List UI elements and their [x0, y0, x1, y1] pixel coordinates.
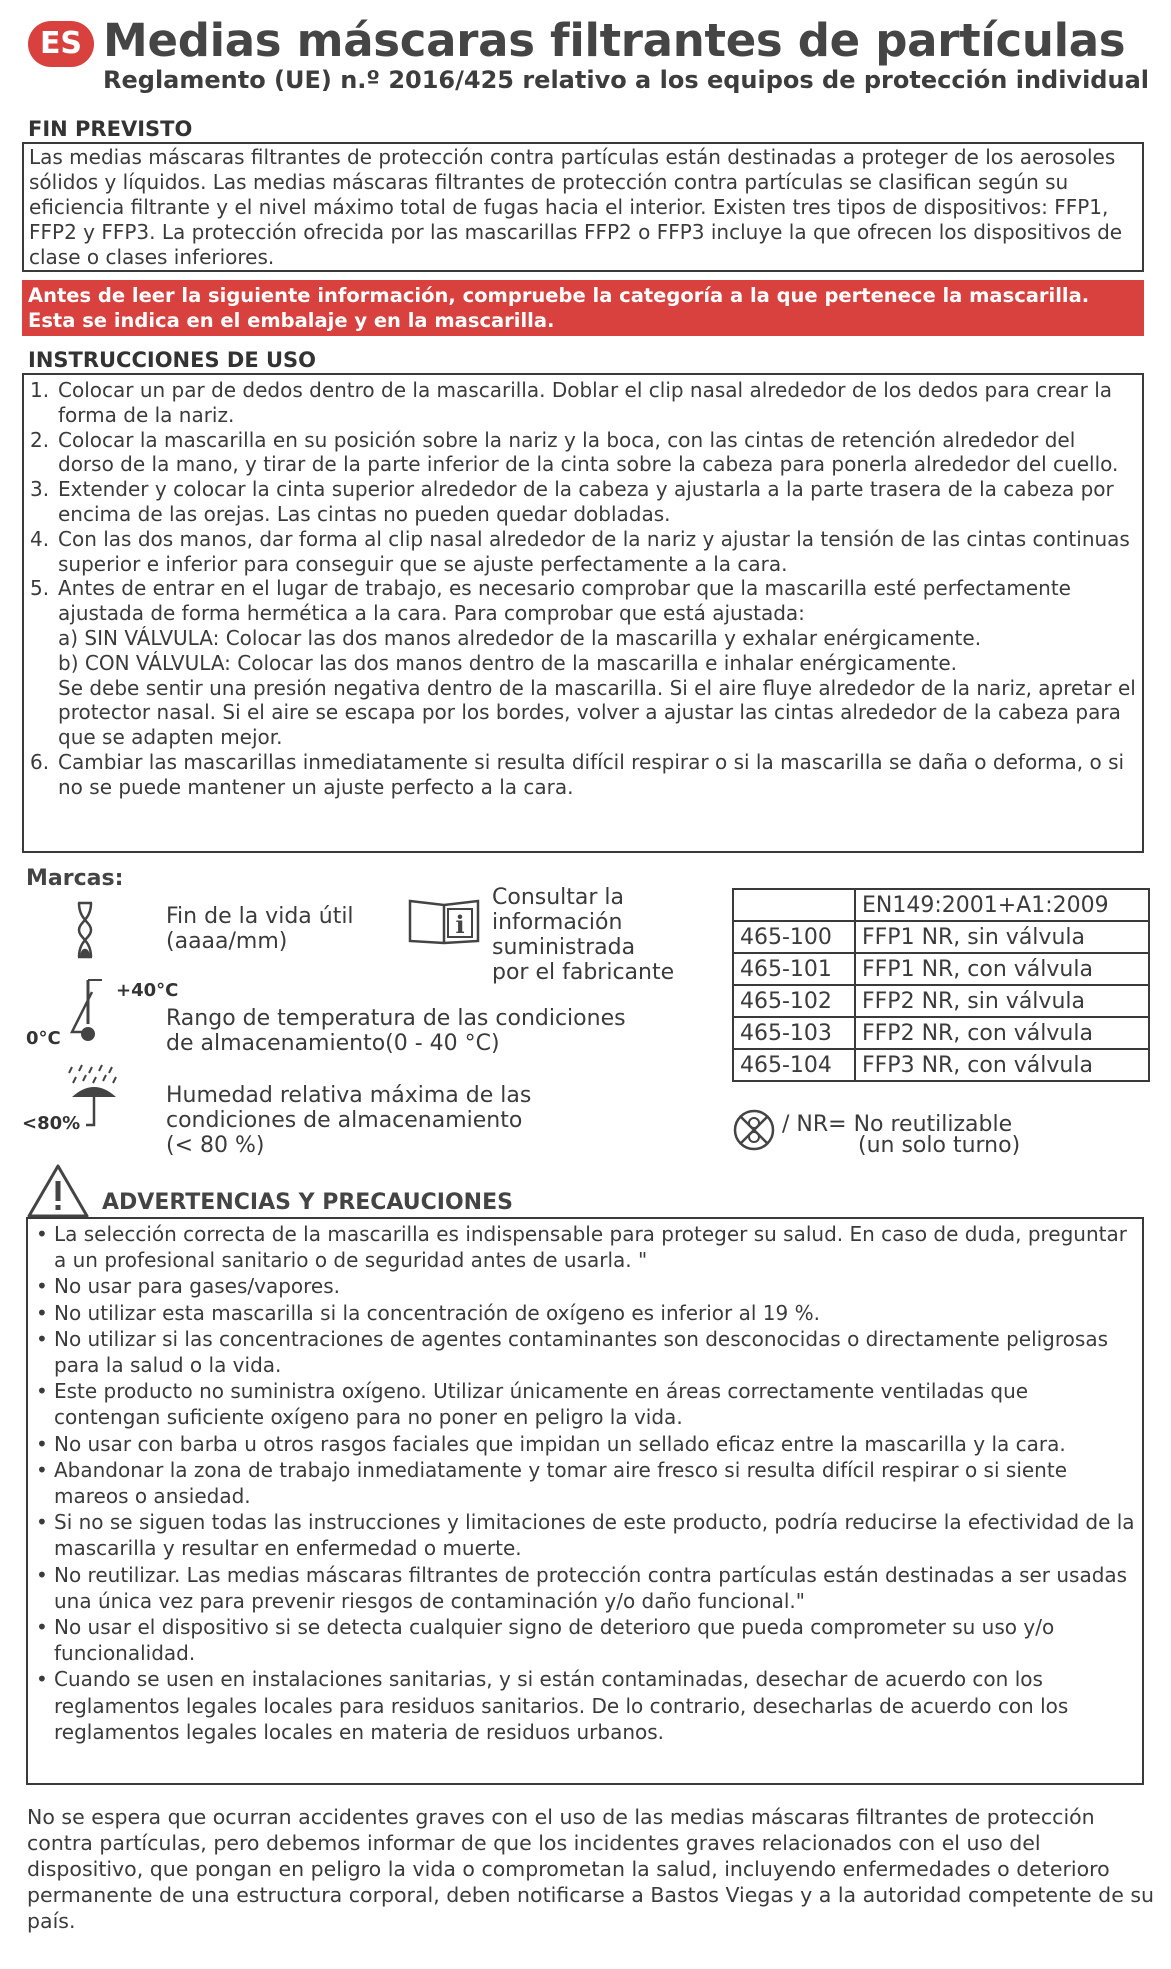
instrucciones-box	[22, 373, 1144, 853]
consultar-line2: información	[492, 910, 623, 935]
instruction-item	[30, 527, 1136, 577]
table-code: 465-103	[733, 1017, 855, 1049]
table-desc: FFP2 NR, sin válvula	[855, 985, 1149, 1017]
instruction-number: 3.	[30, 477, 50, 502]
table-header-row	[733, 889, 1149, 921]
warning-item: • No reutilizar. Las medias máscaras filtrantes de protección contra partículas están destinadas a ser usadas una única vez para prevenir riesgos de contaminación y/o daño funcional."	[32, 1562, 1138, 1614]
instruction-text: Colocar un par de dedos dentro de la mascarilla. Doblar el clip nasal alrededor de los dedos para crear la forma de la nariz.	[58, 378, 1113, 427]
language-badge: ES	[28, 21, 94, 67]
warning-item: • Si no se siguen todas las instrucciones y limitaciones de este producto, podría reducirse la efectividad de la mascarilla y resultar en enfermedad o muerte.	[32, 1509, 1138, 1561]
humedad-line1: Humedad relativa máxima de las	[166, 1083, 532, 1108]
instruction-number: 2.	[30, 427, 50, 452]
warning-banner	[22, 280, 1144, 336]
warning-item: • Este producto no suministra oxígeno. Utilizar únicamente en áreas correctamente ventiladas que contengan suficiente oxígeno para no poner en peligro la vida.	[32, 1378, 1138, 1430]
banner-line-2: Esta se indica en el embalaje y en la mascarilla.	[28, 309, 555, 332]
instrucciones-list	[30, 378, 1136, 800]
warning-item: • No usar para gases/vapores.	[32, 1273, 1138, 1299]
instruction-sub-a: a) SIN VÁLVULA: Colocar las dos manos alrededor de la mascarilla y exhalar enérgicamente.	[58, 625, 982, 650]
svg-text:i: i	[455, 910, 465, 939]
instruction-item	[30, 750, 1136, 800]
hourglass-icon	[70, 900, 100, 960]
instruction-number: 5.	[30, 576, 50, 601]
instruction-sub-b: b) CON VÁLVULA: Colocar las dos manos dentro de la mascarilla e inhalar enérgicamente.	[58, 650, 957, 675]
warning-item: • No utilizar esta mascarilla si la concentración de oxígeno es inferior al 19 %.	[32, 1300, 1138, 1326]
instruction-item	[30, 477, 1136, 527]
advertencias-box	[26, 1217, 1144, 1785]
table-desc: FFP1 NR, sin válvula	[855, 921, 1149, 953]
warning-item: • Cuando se usen en instalaciones sanitarias, y si están contaminadas, desechar de acuerdo con los reglamentos legales locales para residuos sanitarios. De lo contrario, desecharlas de acuerdo con los reglamentos legales locales en materia de residuos urbanos.	[32, 1666, 1138, 1745]
instruction-text: Antes de entrar en el lugar de trabajo, es necesario comprobar que la mascarilla esté perfectamente ajustada de forma hermética a la cara. Para comprobar que está ajustada:	[58, 576, 1071, 626]
humedad-line3: (< 80 %)	[166, 1133, 265, 1158]
table-desc: FFP2 NR, con válvula	[855, 1017, 1149, 1049]
temperatura-line2: de almacenamiento(0 - 40 °C)	[166, 1031, 500, 1056]
vida-util-line1: Fin de la vida útil	[166, 904, 354, 929]
table-row	[733, 985, 1149, 1017]
temperature-range-icon	[62, 978, 122, 1048]
fin-previsto-text: Las medias máscaras filtrantes de protección contra partículas están destinadas a proteger de los aerosoles sólidos y líquidos. Las medias máscaras filtrantes de protección contra partículas se clasifican según su eficiencia filtrante y el nivel máximo total de fugas hacia el interior. Existen tres tipos de dispositivos: FFP1, FFP2 y FFP3. La protección ofrecida por las mascarillas FFP2 o FFP3 incluye la que ofrecen los dispositivos de clase o clases inferiores.	[29, 145, 1123, 269]
footer-notice: No se espera que ocurran accidentes graves con el uso de las medias máscaras filtrantes de protección contra partículas, pero debemos informar de que los incidentes graves relacionados con el uso del dispositivo, que pongan en peligro la vida o comprometan la salud, incluyendo enfermedades o deterioro permanente de una estructura corporal, deben notificarse a Bastos Viegas y a la autoridad competente de su país.	[27, 1805, 1154, 1933]
warning-item: • Abandonar la zona de trabajo inmediatamente y tomar aire fresco si resulta difícil respirar o si siente mareos o ansiedad.	[32, 1457, 1138, 1509]
instruction-sub-c: Se debe sentir una presión negativa dentro de la mascarilla. Si el aire fluye alrededor de la nariz, apretar el protector nasal. Si el aire se escapa por los bordes, volver a ajustar las cintas alrededor de la cabeza para que se adapten mejor.	[58, 675, 1136, 750]
temperatura-line1: Rango de temperatura de las condiciones	[166, 1006, 626, 1031]
table-header-empty	[733, 889, 855, 921]
humidity-max-label: <80%	[22, 1113, 81, 1134]
instruction-item	[30, 378, 1136, 428]
table-row	[733, 953, 1149, 985]
fin-previsto-heading: FIN PREVISTO	[28, 117, 193, 141]
table-code: 465-104	[733, 1049, 855, 1081]
page-title: Medias máscaras filtrantes de partículas	[103, 14, 1126, 67]
warning-item: • La selección correcta de la mascarilla es indispensable para proteger su salud. En caso de duda, preguntar a un profesional sanitario o de seguridad antes de usarla. "	[32, 1221, 1138, 1273]
humedad-line2: condiciones de almacenamiento	[166, 1108, 523, 1133]
instrucciones-heading: INSTRUCCIONES DE USO	[28, 348, 317, 372]
warning-item: • No usar con barba u otros rasgos faciales que impidan un sellado eficaz entre la mascarilla y la cara.	[32, 1431, 1138, 1457]
instruction-item	[30, 576, 1136, 750]
table-code: 465-100	[733, 921, 855, 953]
table-code: 465-101	[733, 953, 855, 985]
table-row	[733, 921, 1149, 953]
temp-max-label: +40°C	[116, 980, 179, 1001]
table-row	[733, 1049, 1149, 1081]
marcas-heading: Marcas:	[26, 866, 124, 891]
instruction-text: Cambiar las mascarillas inmediatamente si resulta difícil respirar o si la mascarilla se daña o deforma, o si no se puede mantener un ajuste perfecto a la cara.	[58, 749, 1125, 799]
table-row	[733, 1017, 1149, 1049]
table-desc: FFP1 NR, con válvula	[855, 953, 1149, 985]
instruction-text: Extender y colocar la cinta superior alrededor de la cabeza y ajustarla a la parte trasera de la cabeza por encima de las orejas. Las cintas no pueden quedar dobladas.	[58, 477, 1114, 526]
advertencias-list	[32, 1221, 1138, 1745]
consultar-line3: suministrada	[492, 935, 636, 960]
page-subtitle: Reglamento (UE) n.º 2016/425 relativo a los equipos de protección individual	[103, 66, 1149, 94]
instruction-number: 6.	[30, 749, 50, 774]
consultar-line4: por el fabricante	[492, 960, 675, 985]
banner-line-1: Antes de leer la siguiente información, compruebe la categoría a la que pertenece la mascarilla.	[28, 284, 1090, 307]
temp-min-label: 0°C	[26, 1028, 61, 1049]
standards-table	[732, 888, 1150, 1082]
instruction-number: 1.	[30, 378, 50, 402]
instruction-text: Con las dos manos, dar forma al clip nasal alrededor de la nariz y ajustar la tensión de las cintas continuas superior e inferior para conseguir que se ajuste perfectamente a la cara.	[58, 526, 1130, 576]
fin-previsto-box	[22, 142, 1144, 272]
nr-sub-label: (un solo turno)	[858, 1133, 1021, 1158]
table-header-standard: EN149:2001+A1:2009	[855, 889, 1149, 921]
table-code: 465-102	[733, 985, 855, 1017]
warning-item: • No utilizar si las concentraciones de agentes contaminantes son desconocidas o directamente peligrosas para la salud o la vida.	[32, 1326, 1138, 1378]
warning-item: • No usar el dispositivo si se detecta cualquier signo de deterioro que pueda comprometer su uso y/o funcionalidad.	[32, 1614, 1138, 1666]
table-desc: FFP3 NR, con válvula	[855, 1049, 1149, 1081]
warning-triangle-icon	[26, 1163, 90, 1219]
consultar-line1: Consultar la	[492, 885, 625, 910]
consult-instructions-icon	[407, 895, 481, 945]
nr-label: / NR= No reutilizable	[782, 1112, 1013, 1137]
vida-util-line2: (aaaa/mm)	[166, 929, 288, 954]
advertencias-heading: ADVERTENCIAS Y PRECAUCIONES	[102, 1190, 513, 1215]
do-not-reuse-icon	[732, 1108, 776, 1152]
instruction-text: Colocar la mascarilla en su posición sobre la nariz y la boca, con las cintas de retención alrededor del dorso de la mano, y tirar de la parte inferior de la cinta sobre la cabeza para ponerla alrededor del cuello.	[58, 427, 1119, 477]
instruction-item	[30, 428, 1136, 478]
instruction-number: 4.	[30, 526, 50, 551]
